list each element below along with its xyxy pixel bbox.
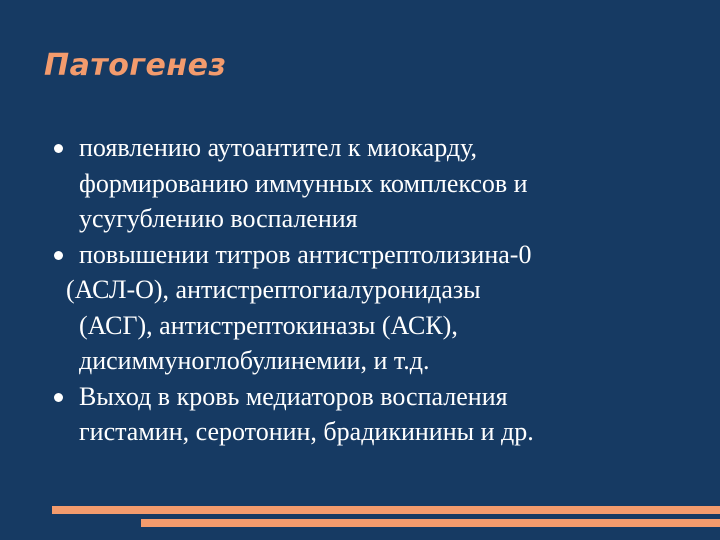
- bullet-line: дисиммуноглобулинемии, и т.д.: [79, 346, 430, 375]
- bullet-line: повышении титров антистрептолизина-0: [79, 239, 532, 269]
- bullet-dot-icon: [54, 393, 63, 402]
- bullet-line: формированию иммунных комплексов и: [79, 168, 528, 198]
- decorative-bar-top: [52, 506, 720, 514]
- bullet-line: усугублению воспаления: [79, 204, 358, 233]
- bullet-line: (АСЛ-О), антистрептогиалуронидазы: [66, 275, 481, 304]
- slide-title: Патогенез: [44, 48, 227, 83]
- decorative-bar-bottom: [141, 519, 720, 527]
- bullet-line: появлению аутоантител к миокарду,: [79, 133, 477, 162]
- bullet-line: (АСГ), антистрептокиназы (АСК),: [79, 310, 458, 340]
- bullet-dot-icon: [54, 251, 63, 260]
- bullet-item: [44, 237, 674, 379]
- bullet-dot-icon: [54, 144, 63, 153]
- bullet-line: гистамин, серотонин, брадикинины и др.: [79, 417, 534, 446]
- bullet-item: [44, 130, 674, 237]
- bullet-list: [44, 130, 674, 450]
- bullet-item: [44, 379, 674, 450]
- bullet-line: Выход в кровь медиаторов воспаления: [79, 381, 508, 411]
